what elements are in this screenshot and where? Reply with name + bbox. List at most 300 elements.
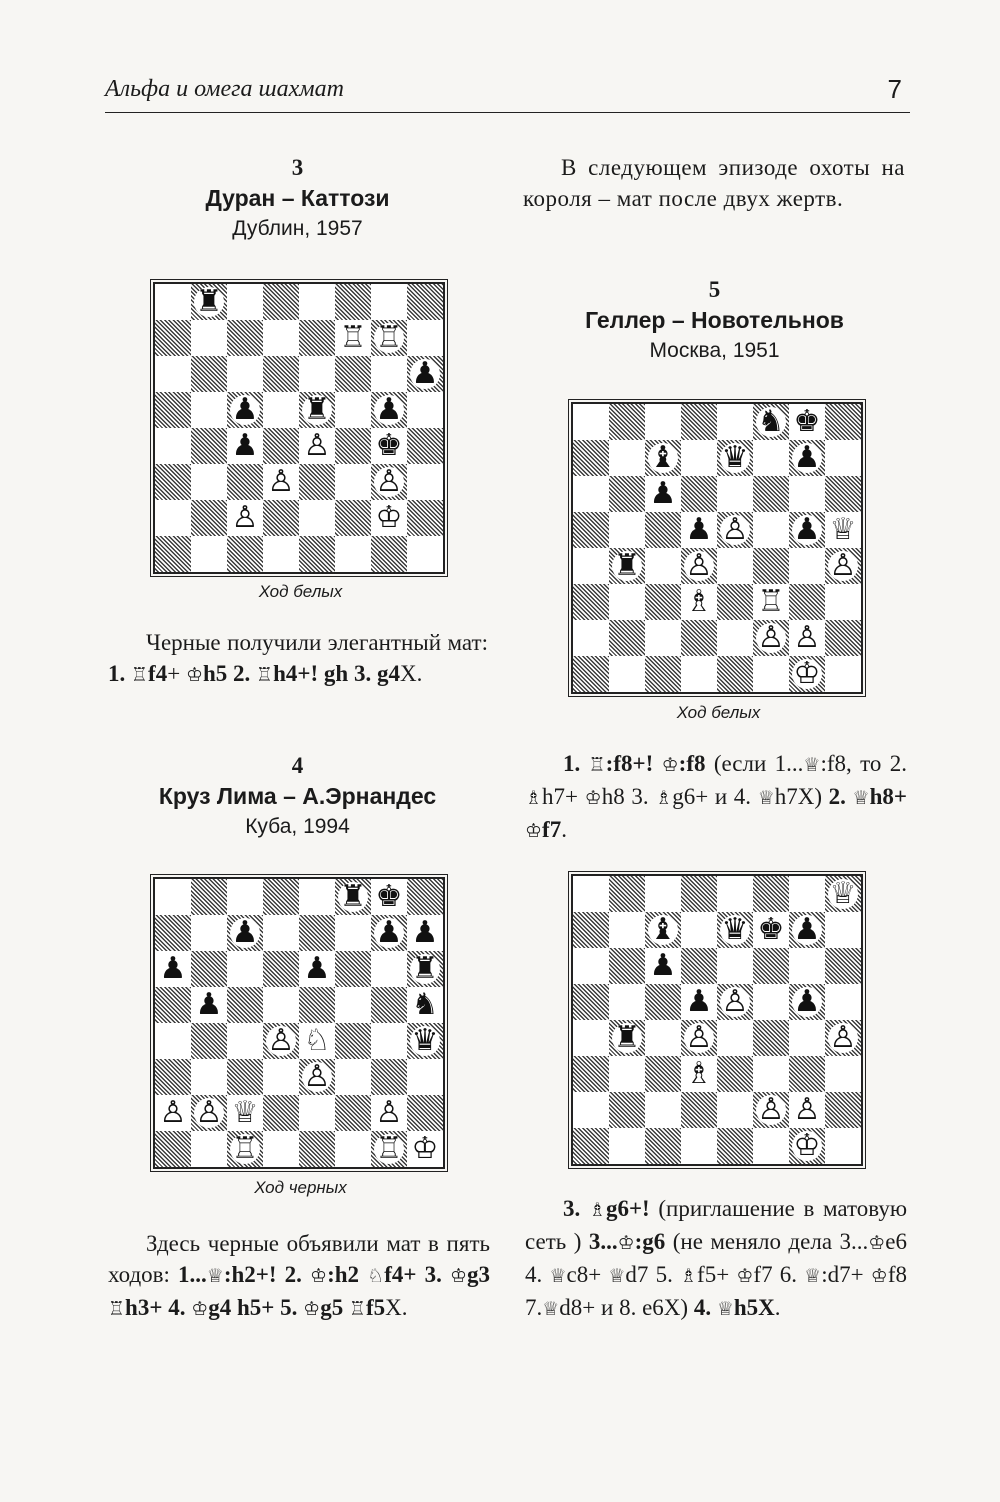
figurine-icon: ♕	[549, 1265, 567, 1287]
board-square	[299, 392, 335, 428]
board-square	[573, 948, 609, 984]
board-square	[789, 1128, 825, 1164]
black-knight-icon: ♞	[411, 987, 439, 1022]
board-square	[789, 584, 825, 620]
board-square	[609, 512, 645, 548]
figurine-icon: ♖	[108, 1298, 126, 1320]
board-square	[335, 1059, 371, 1095]
board-square	[825, 656, 861, 692]
intro-paragraph: В следующем эпизоде охоты на короля – мат после двух жертв.	[523, 155, 905, 211]
page-header	[105, 74, 910, 114]
board-square	[645, 912, 681, 948]
black-queen-icon: ♛	[721, 440, 749, 475]
text-run: h7Х)	[774, 784, 829, 809]
figurine-icon: ♔	[617, 1232, 635, 1254]
black-rook-icon: ♜	[303, 392, 331, 427]
board-square	[789, 876, 825, 912]
board-square	[191, 1023, 227, 1059]
text-run: Черные получили элегантный мат:	[146, 630, 488, 655]
board-square	[717, 912, 753, 948]
black-pawn-icon: ♟	[303, 951, 331, 986]
board-square	[155, 1023, 191, 1059]
black-rook-icon: ♜	[195, 284, 223, 319]
board-square	[407, 951, 443, 987]
white-pawn-icon: ♙	[685, 548, 713, 583]
text-run: .	[774, 1295, 781, 1320]
board-square	[227, 1095, 263, 1131]
board-square	[753, 512, 789, 548]
board-square	[825, 476, 861, 512]
diagram-number: 5	[708, 277, 721, 302]
text-run: :d7+	[821, 1262, 871, 1287]
white-rook-icon: ♖	[339, 320, 367, 355]
board-square	[407, 1023, 443, 1059]
board-square	[645, 620, 681, 656]
text-run: :g6	[634, 1229, 666, 1254]
board-square	[407, 1095, 443, 1131]
board-square	[753, 548, 789, 584]
board-square	[227, 284, 263, 320]
board-square	[681, 912, 717, 948]
text-run: f5	[366, 1295, 386, 1320]
board-square	[609, 620, 645, 656]
board-square	[645, 404, 681, 440]
black-pawn-icon: ♟	[793, 512, 821, 547]
white-bishop-icon: ♗	[685, 584, 713, 619]
board-square	[609, 1128, 645, 1164]
board-square	[227, 1059, 263, 1095]
board-square	[717, 876, 753, 912]
board-square	[825, 440, 861, 476]
black-pawn-icon: ♟	[375, 392, 403, 427]
board-square	[645, 984, 681, 1020]
black-queen-icon: ♛	[721, 912, 749, 947]
board-square	[263, 1095, 299, 1131]
board-square	[371, 392, 407, 428]
board-square	[263, 1059, 299, 1095]
board-square	[299, 356, 335, 392]
black-queen-icon: ♛	[411, 1023, 439, 1058]
board-square	[227, 1131, 263, 1167]
text-run: f7 6.	[753, 1262, 805, 1287]
white-pawn-icon: ♙	[195, 1095, 223, 1130]
white-pawn-icon: ♙	[757, 620, 785, 655]
board-square	[609, 912, 645, 948]
board-square	[335, 987, 371, 1023]
annotation-paragraph	[108, 1228, 490, 1325]
board-square	[263, 987, 299, 1023]
figurine-icon: ♖	[588, 754, 606, 776]
page-number: 7	[887, 74, 902, 104]
board-square	[825, 512, 861, 548]
board-square	[717, 584, 753, 620]
board-square	[371, 879, 407, 915]
board-square	[645, 584, 681, 620]
diagram-number: 4	[291, 753, 304, 778]
white-pawn-icon: ♙	[721, 512, 749, 547]
board-square	[335, 320, 371, 356]
figurine-icon: ♕	[206, 1265, 224, 1287]
board-square	[573, 1128, 609, 1164]
figurine-icon: ♔	[185, 664, 203, 686]
board-square	[371, 951, 407, 987]
board-square	[407, 1131, 443, 1167]
board-square	[609, 476, 645, 512]
figurine-icon: ♕	[852, 787, 870, 809]
figurine-icon: ♔	[870, 1265, 888, 1287]
white-bishop-icon: ♗	[685, 1056, 713, 1091]
figurine-icon: ♘	[367, 1265, 385, 1287]
board-square	[609, 584, 645, 620]
board-square	[407, 284, 443, 320]
board-square	[717, 1128, 753, 1164]
text-run: d7 5.	[625, 1262, 680, 1287]
white-rook-icon: ♖	[757, 584, 785, 619]
black-pawn-icon: ♟	[793, 440, 821, 475]
board-square	[371, 1095, 407, 1131]
board-square	[407, 320, 443, 356]
board-square	[753, 584, 789, 620]
white-knight-icon: ♘	[303, 1023, 331, 1058]
board-square	[299, 536, 335, 572]
figurine-icon: ♔	[310, 1265, 328, 1287]
text-run: (если 1...	[705, 751, 804, 776]
black-rook-icon: ♜	[339, 879, 367, 914]
board-square	[335, 464, 371, 500]
text-run: h8 3.	[601, 784, 656, 809]
text-run: Х.	[385, 1295, 408, 1320]
board-square	[573, 620, 609, 656]
board-square	[155, 987, 191, 1023]
diagram-players: Геллер – Новотельнов	[585, 307, 844, 333]
board-square	[717, 1056, 753, 1092]
black-pawn-icon: ♟	[685, 984, 713, 1019]
black-king-icon: ♚	[757, 912, 785, 947]
board-square	[789, 984, 825, 1020]
board-square	[299, 987, 335, 1023]
black-pawn-icon: ♟	[375, 915, 403, 950]
board-square	[227, 915, 263, 951]
text-run: :h2+! 2.	[223, 1262, 311, 1287]
white-king-icon: ♔	[375, 500, 403, 535]
board-square	[155, 392, 191, 428]
figurine-icon: ♔	[449, 1265, 467, 1287]
board-square	[825, 1056, 861, 1092]
white-pawn-icon: ♙	[375, 1095, 403, 1130]
board-square	[155, 1095, 191, 1131]
board-square	[407, 500, 443, 536]
board-square	[753, 476, 789, 512]
board-square	[825, 1128, 861, 1164]
board-square	[573, 404, 609, 440]
board-square	[825, 584, 861, 620]
board-square	[227, 987, 263, 1023]
board-square	[753, 876, 789, 912]
black-bishop-icon: ♝	[649, 440, 677, 475]
white-pawn-icon: ♙	[303, 1059, 331, 1094]
board-square	[789, 404, 825, 440]
board-square	[681, 548, 717, 584]
board-square	[645, 656, 681, 692]
board-square	[573, 656, 609, 692]
board-square	[335, 1095, 371, 1131]
board-square	[155, 536, 191, 572]
text-run: h7+	[542, 784, 585, 809]
board-caption: Ход белых	[676, 703, 761, 722]
book-title: Альфа и омега шахмат	[105, 76, 344, 102]
board-square	[227, 320, 263, 356]
board-square	[335, 392, 371, 428]
board-square	[191, 500, 227, 536]
black-pawn-icon: ♟	[649, 948, 677, 983]
board-square	[371, 464, 407, 500]
black-rook-icon: ♜	[613, 548, 641, 583]
board-square	[825, 948, 861, 984]
text-run: +	[167, 661, 186, 686]
board-square	[155, 284, 191, 320]
board-square	[573, 1056, 609, 1092]
board-square	[191, 1095, 227, 1131]
white-king-icon: ♔	[411, 1131, 439, 1166]
board-square	[717, 440, 753, 476]
text-run: 1.	[108, 661, 131, 686]
figurine-icon: ♖	[131, 664, 149, 686]
board-square	[825, 548, 861, 584]
white-rook-icon: ♖	[375, 1131, 403, 1166]
annotation-paragraph	[108, 627, 488, 691]
board-square	[407, 356, 443, 392]
board-square	[407, 987, 443, 1023]
board-square	[335, 1131, 371, 1167]
black-pawn-icon: ♟	[231, 392, 259, 427]
board-square	[789, 656, 825, 692]
board-square	[717, 1092, 753, 1128]
board-square	[191, 356, 227, 392]
board-square	[263, 500, 299, 536]
board-square	[609, 548, 645, 584]
figurine-icon: ♔	[303, 1298, 321, 1320]
annotation-paragraph	[525, 1193, 907, 1325]
black-pawn-icon: ♟	[411, 356, 439, 391]
board-square	[645, 876, 681, 912]
figurine-icon: ♔	[868, 1232, 886, 1254]
board-square	[609, 1092, 645, 1128]
white-rook-icon: ♖	[375, 320, 403, 355]
white-pawn-icon: ♙	[757, 1092, 785, 1127]
white-pawn-icon: ♙	[267, 1023, 295, 1058]
board-square	[681, 1056, 717, 1092]
figurine-icon: ♖	[348, 1298, 366, 1320]
figurine-icon: ♕	[757, 787, 775, 809]
white-pawn-icon: ♙	[829, 548, 857, 583]
text-run: .	[561, 817, 567, 842]
figurine-icon: ♗	[680, 1265, 698, 1287]
board-square	[263, 464, 299, 500]
white-pawn-icon: ♙	[267, 464, 295, 499]
figurine-icon: ♔	[736, 1265, 754, 1287]
black-pawn-icon: ♟	[195, 987, 223, 1022]
board-square	[717, 984, 753, 1020]
board-square	[371, 320, 407, 356]
text-run: h8+	[869, 784, 907, 809]
text-run: Здесь черные объявили мат в пять ходов:	[108, 1231, 490, 1287]
board-square	[227, 356, 263, 392]
board-square	[753, 1056, 789, 1092]
board-square	[789, 912, 825, 948]
board-square	[263, 536, 299, 572]
white-pawn-icon: ♙	[793, 620, 821, 655]
board-square	[753, 656, 789, 692]
board-square	[789, 440, 825, 476]
black-king-icon: ♚	[793, 404, 821, 439]
black-rook-icon: ♜	[411, 951, 439, 986]
board-caption: Ход черных	[254, 1178, 347, 1197]
text-run: g6+!	[605, 1196, 650, 1221]
figurine-icon: ♔	[525, 820, 543, 842]
diagram-place: Москва, 1951	[649, 339, 780, 362]
black-pawn-icon: ♟	[231, 428, 259, 463]
board-square	[299, 915, 335, 951]
text-run: :f8+!	[605, 751, 662, 776]
text-run: g3	[467, 1262, 490, 1287]
figurine-icon: ♗	[525, 787, 543, 809]
board-square	[299, 284, 335, 320]
board-square	[407, 879, 443, 915]
board-square	[789, 512, 825, 548]
chess-board-3	[153, 282, 445, 574]
text-run: (приглашение в матовую сеть )	[525, 1196, 907, 1254]
board-square	[789, 476, 825, 512]
board-square	[717, 1020, 753, 1056]
board-square	[717, 404, 753, 440]
board-square	[645, 476, 681, 512]
text-run: h4+! gh 3. g4	[273, 661, 400, 686]
white-pawn-icon: ♙	[159, 1095, 187, 1130]
board-square	[299, 1131, 335, 1167]
text-run: e6 4.	[525, 1229, 908, 1287]
text-run: c8+	[566, 1262, 609, 1287]
board-square	[573, 1020, 609, 1056]
text-run: 1.	[563, 751, 589, 776]
board-square	[263, 915, 299, 951]
diagram-place: Куба, 1994	[245, 815, 350, 838]
board-square	[717, 548, 753, 584]
board-square	[263, 356, 299, 392]
board-square	[609, 656, 645, 692]
text-run: (не меняло дела 3...	[665, 1229, 869, 1254]
text-run: 3...	[588, 1229, 618, 1254]
board-square	[753, 404, 789, 440]
board-square	[299, 320, 335, 356]
board-square	[227, 1023, 263, 1059]
board-square	[407, 464, 443, 500]
board-square	[299, 500, 335, 536]
text-run: h3+ 4.	[125, 1295, 192, 1320]
white-queen-icon: ♕	[829, 876, 857, 911]
board-square	[789, 1020, 825, 1056]
text-run: f7	[542, 817, 562, 842]
board-square	[227, 951, 263, 987]
text-run: Х.	[399, 661, 423, 686]
board-square	[681, 656, 717, 692]
board-square	[155, 1059, 191, 1095]
board-square	[191, 536, 227, 572]
board-square	[335, 879, 371, 915]
board-square	[371, 1023, 407, 1059]
board-square	[717, 656, 753, 692]
board-square	[155, 879, 191, 915]
board-square	[681, 1092, 717, 1128]
black-king-icon: ♚	[375, 879, 403, 914]
board-square	[335, 356, 371, 392]
board-square	[753, 948, 789, 984]
board-square	[681, 948, 717, 984]
board-square	[573, 1092, 609, 1128]
board-square	[609, 984, 645, 1020]
white-pawn-icon: ♙	[303, 428, 331, 463]
board-square	[155, 915, 191, 951]
board-square	[609, 948, 645, 984]
board-square	[645, 948, 681, 984]
board-square	[335, 500, 371, 536]
board-square	[825, 1092, 861, 1128]
board-square	[191, 951, 227, 987]
board-square	[609, 404, 645, 440]
board-square	[753, 440, 789, 476]
figurine-icon: ♗	[655, 787, 673, 809]
board-square	[407, 915, 443, 951]
board-square	[609, 440, 645, 476]
board-square	[155, 320, 191, 356]
board-square	[681, 440, 717, 476]
text-run: :h2	[327, 1262, 368, 1287]
annotation-paragraph	[525, 748, 907, 847]
board-square	[155, 500, 191, 536]
board-square	[371, 536, 407, 572]
board-square	[681, 876, 717, 912]
figurine-icon: ♕	[542, 1298, 560, 1320]
board-square	[681, 476, 717, 512]
text-run: :f8, то 2.	[820, 751, 907, 776]
board-square	[227, 500, 263, 536]
board-square	[407, 392, 443, 428]
board-square	[299, 464, 335, 500]
board-square	[263, 428, 299, 464]
board-square	[155, 951, 191, 987]
diagram-3-heading	[145, 154, 450, 244]
text-run: d8+ и 8. е6Х)	[559, 1295, 694, 1320]
board-square	[753, 1092, 789, 1128]
board-square	[155, 356, 191, 392]
board-square	[789, 620, 825, 656]
board-square	[645, 1020, 681, 1056]
board-square	[263, 1131, 299, 1167]
board-square	[155, 464, 191, 500]
white-pawn-icon: ♙	[685, 1020, 713, 1055]
black-king-icon: ♚	[375, 428, 403, 463]
black-bishop-icon: ♝	[649, 912, 677, 947]
black-knight-icon: ♞	[757, 404, 785, 439]
board-square	[789, 1056, 825, 1092]
white-rook-icon: ♖	[231, 1131, 259, 1166]
board-square	[371, 428, 407, 464]
board-square	[191, 320, 227, 356]
board-square	[227, 428, 263, 464]
black-pawn-icon: ♟	[793, 912, 821, 947]
board-square	[573, 584, 609, 620]
board-square	[717, 476, 753, 512]
white-pawn-icon: ♙	[375, 464, 403, 499]
